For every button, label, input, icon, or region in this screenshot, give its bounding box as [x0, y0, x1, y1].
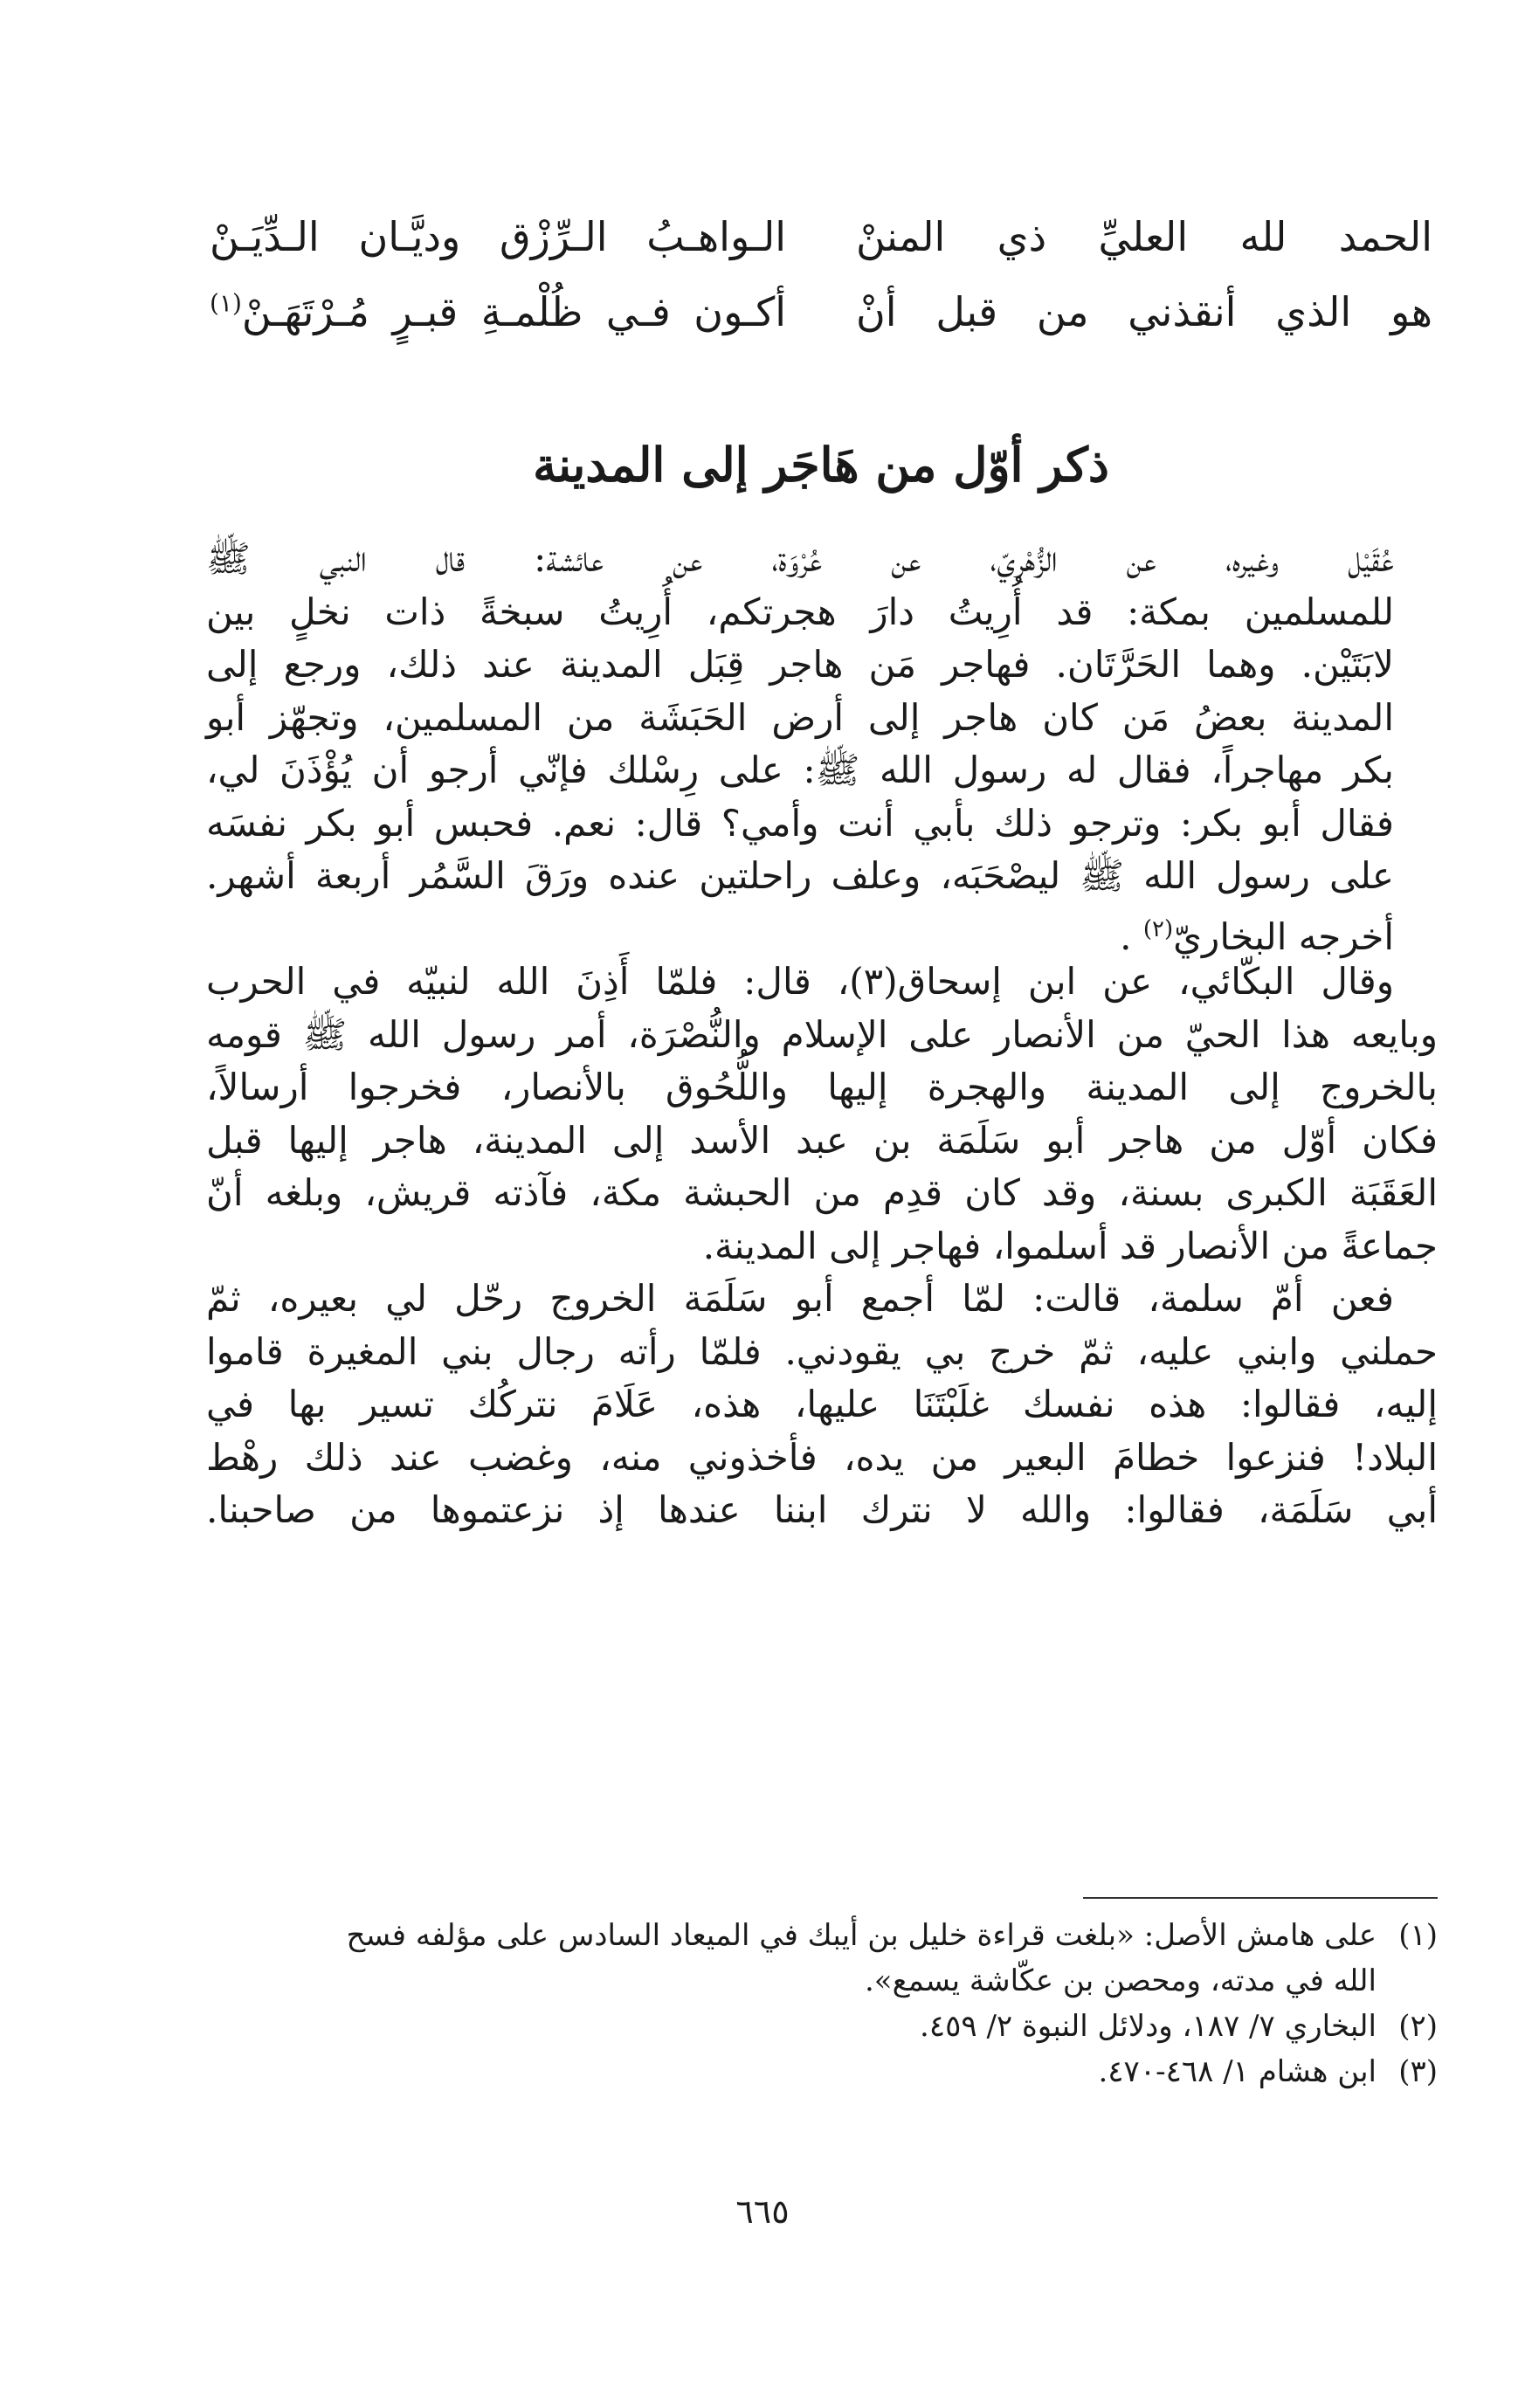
body-text: [206, 533, 1438, 1537]
paragraph-1-line-7: على رسول الله ﷺ ليصْحَبَه، وعلف راحلتين عنده ورَقَ السَّمُر أربعة أشهر.: [206, 854, 1394, 897]
footnote-1-text: [206, 1913, 1377, 2004]
footnote-2-line-1: البخاري ٧/ ١٨٧، ودلائل النبوة ٢/ ٤٥٩.: [920, 2009, 1377, 2044]
footnote-2-text: [206, 2004, 1377, 2049]
paragraph-3-line-5: أبي سَلَمَة، فقالوا: والله لا نترك ابننا عندها إذ نزعتموها من صاحبنا.: [206, 1488, 1438, 1531]
poem-verses: [210, 199, 1432, 349]
verse-2-first-hemistich: هو الذي أنقذني من قبل أنْ: [856, 288, 1432, 335]
paragraph-2-line-2: وبايعه هذا الحيّ من الأنصار على الإسلام والنُّصْرَة، أمر رسول الله ﷺ قومه: [206, 1012, 1438, 1056]
paragraph-1-line-2: للمسلمين بمكة: قد أُرِيتُ دارَ هجرتكم، أُرِيتُ سبخةً ذات نخلٍ بين: [206, 590, 1394, 633]
footnote-2-number: (٢): [1398, 2009, 1438, 2044]
paragraph-1-line-4: المدينة بعضُ مَن كان هاجر إلى أرض الحَبَشَة من المسلمين، وتجهّز أبو: [206, 695, 1394, 739]
footnote-1-number: (١): [1398, 1918, 1438, 1953]
paragraph-1-line-3: لابَتَيْن. وهما الحَرَّتَان. فهاجر مَن هاجر قِبَل المدينة عند ذلك، ورجع إلى: [206, 643, 1394, 686]
verse-1-second-hemistich: الـواهـبُ الـرِّزْق وديَّـان الـدِّيَـنْ: [210, 213, 786, 260]
footnote-separator: [1083, 1897, 1438, 1899]
footnote-3-number: (٣): [1398, 2054, 1438, 2089]
paragraph-1-line-6: فقال أبو بكر: وترجو ذلك بأبي أنت وأمي؟ قال: نعم. فحبس أبو بكر نفسَه: [206, 801, 1394, 845]
paragraph-1-last-tail: .: [1120, 914, 1132, 958]
paragraph-1-last-text: أخرجه البخاريّ: [1173, 914, 1394, 958]
paragraph-2-line-4: فكان أوّل من هاجر أبو سَلَمَة بن عبد الأسد إلى المدينة، هاجر إليها قبل: [206, 1118, 1438, 1162]
paragraph-3-line-3: إليه، فقالوا: هذه نفسك غلَبْتَنَا عليها، هذه، عَلَامَ نتركُك تسير بها في: [206, 1383, 1438, 1425]
footnote-marker-2: (٢): [1142, 915, 1174, 942]
footnote-1: [206, 1913, 1438, 2004]
paragraph-3-line-1: فعن أمّ سلمة، قالت: لمّا أجمع أبو سَلَمَة الخروج رحّل لي بعيره، ثمّ: [206, 1277, 1394, 1320]
paragraph-3: [206, 1273, 1438, 1537]
footnote-1-line-1: على هامش الأصل: «بلغت قراءة خليل بن أيبك في الميعاد السادس على مؤلفه فسح: [346, 1918, 1377, 1953]
paragraph-3-line-2: حملني وابني عليه، ثمّ خرج بي يقودني. فلمّا رأته رجال بني المغيرة قاموا: [206, 1329, 1438, 1373]
footnote-2: [206, 2004, 1438, 2049]
verse-row-1: [210, 199, 1432, 274]
paragraph-1: [206, 533, 1438, 956]
paragraph-1-line-5: بكر مهاجراً، فقال له رسول الله ﷺ: على رِسْلك فإنّي أرجو أن يُؤْذَنَ لي،: [206, 749, 1394, 791]
paragraph-2: [206, 956, 1438, 1273]
section-title: ذكر أوّل من هَاجَر إلى المدينة: [533, 437, 1109, 493]
verse-2-second-hemistich: [210, 288, 786, 335]
verse-row-2: [210, 274, 1432, 349]
footnote-1-line-2: الله في مدته، ومحصن بن عكّاشة يسمع».: [864, 1963, 1377, 1998]
verse-2-second-hemistich-text: أكـون فـي ظُلْمـةِ قبـرٍ مُـرْتَهَـنْ: [241, 288, 786, 335]
footnotes: [206, 1913, 1438, 2094]
paragraph-2-line-3: بالخروج إلى المدينة والهجرة إليها واللُّحُوق بالأنصار، فخرجوا أرسالاً،: [206, 1066, 1438, 1108]
footnote-3-text: [206, 2049, 1377, 2094]
paragraph-2-line-1: وقال البكّائي، عن ابن إسحاق(٣)، قال: فلمّا أَذِنَ الله لنبيّه في الحرب: [206, 960, 1394, 1003]
verse-1-first-hemistich: الحمد لله العليِّ ذي المننْ: [856, 213, 1432, 260]
footnote-marker-1: (١): [210, 288, 242, 318]
page-number: ٦٦٥: [735, 2192, 790, 2231]
paragraph-2-line-5: العَقَبَة الكبرى بسنة، وقد كان قدِم من الحبشة مكة، فآذته قريش، وبلغه أنّ: [206, 1171, 1438, 1214]
paragraph-1-line-1: عُقَيْل وغيره، عن الزُّهْرِيّ، عن عُرْوَة، عن عائشة: قال النبي ﷺ: [206, 537, 1394, 580]
paragraph-3-line-4: البلاد! فنزعوا خطامَ البعير من يده، فأخذوني منه، وغضب عند ذلك رهْط: [206, 1435, 1438, 1479]
footnote-3: [206, 2049, 1438, 2094]
footnote-3-line-1: ابن هشام ١/ ٤٦٨-٤٧٠.: [1098, 2054, 1377, 2089]
paragraph-2-line-6: جماعةً من الأنصار قد أسلموا، فهاجر إلى المدينة.: [702, 1224, 1438, 1267]
paragraph-1-line-8: [206, 903, 1438, 956]
